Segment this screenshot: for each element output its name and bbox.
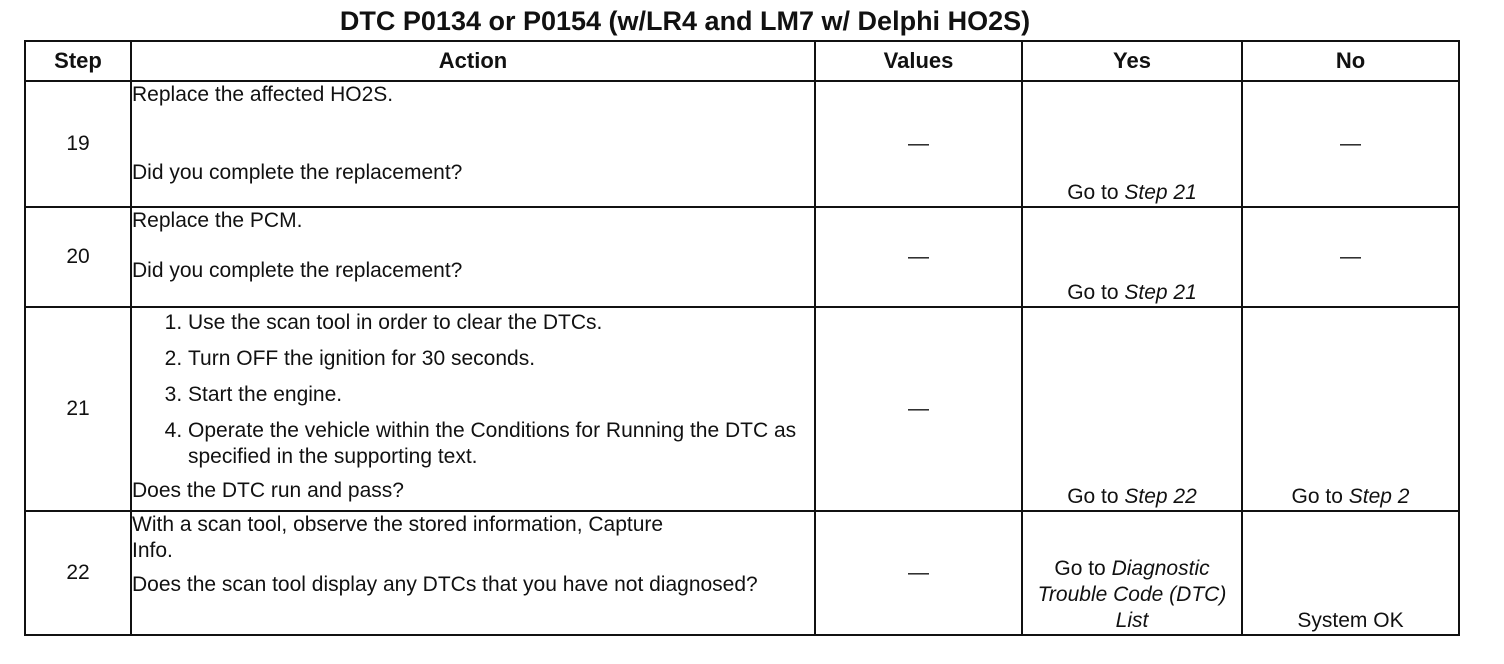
- action-cell: [131, 307, 815, 511]
- substep-item: 1. Use the scan tool in order to clear the DTCs.: [188, 310, 814, 336]
- step-number: 20: [25, 207, 131, 307]
- action-text: Replace the affected HO2S.: [132, 83, 394, 106]
- no-cell: System OK: [1242, 511, 1459, 635]
- action-text: With a scan tool, observe the stored information, Capture Info.: [132, 513, 664, 562]
- no-cell: [1242, 307, 1459, 511]
- values-cell: —: [815, 207, 1022, 307]
- yes-step-link[interactable]: Step 21: [1124, 281, 1197, 304]
- substep-item: 3. Start the engine.: [188, 382, 814, 408]
- yes-step-link[interactable]: Step 22: [1124, 485, 1197, 508]
- table-row: [25, 81, 1459, 207]
- table-row: [25, 307, 1459, 511]
- yes-cell: [1022, 207, 1242, 307]
- no-cell: —: [1242, 81, 1459, 207]
- substep-item: 2. Turn OFF the ignition for 30 seconds.: [188, 346, 814, 372]
- substep-item: 4. Operate the vehicle within the Conditions for Running the DTC as specified in the supporting text.: [188, 418, 814, 470]
- yes-step-link[interactable]: Step 21: [1124, 181, 1197, 204]
- values-cell: —: [815, 307, 1022, 511]
- action-question: Did you complete the replacement?: [132, 259, 463, 282]
- header-yes: Yes: [1022, 41, 1242, 81]
- yes-prefix: Go to: [1067, 281, 1125, 304]
- values-cell: —: [815, 81, 1022, 207]
- action-cell: [131, 511, 815, 635]
- yes-cell: [1022, 511, 1242, 635]
- yes-prefix: Go to: [1067, 181, 1125, 204]
- substep-list: [132, 310, 814, 470]
- yes-cell: [1022, 81, 1242, 207]
- header-no: No: [1242, 41, 1459, 81]
- values-cell: —: [815, 511, 1022, 635]
- yes-prefix: Go to: [1067, 485, 1125, 508]
- no-step-link[interactable]: Step 2: [1348, 485, 1410, 508]
- no-prefix: Go to: [1291, 485, 1349, 508]
- table-header-row: [25, 41, 1459, 81]
- header-action: Action: [131, 41, 815, 81]
- diagnostic-table: [24, 40, 1460, 636]
- yes-cell: [1022, 307, 1242, 511]
- yes-prefix: Go to: [1054, 557, 1112, 580]
- document-title: DTC P0134 or P0154 (w/LR4 and LM7 w/ Delphi HO2S): [339, 6, 1031, 36]
- table-row: [25, 511, 1459, 635]
- step-number: 22: [25, 511, 131, 635]
- action-question: Does the DTC run and pass?: [132, 479, 404, 502]
- header-values: Values: [815, 41, 1022, 81]
- step-number: 21: [25, 307, 131, 511]
- action-cell: [131, 81, 815, 207]
- action-question: Does the scan tool display any DTCs that you have not diagnosed?: [132, 573, 758, 596]
- step-number: 19: [25, 81, 131, 207]
- no-cell: —: [1242, 207, 1459, 307]
- action-cell: [131, 207, 815, 307]
- action-question: Did you complete the replacement?: [132, 161, 463, 184]
- table-row: [25, 207, 1459, 307]
- header-step: Step: [25, 41, 131, 81]
- yes-diagnostic-link[interactable]: Diagnostic Trouble Code (DTC) List: [1037, 557, 1227, 632]
- action-text: Replace the PCM.: [132, 209, 303, 232]
